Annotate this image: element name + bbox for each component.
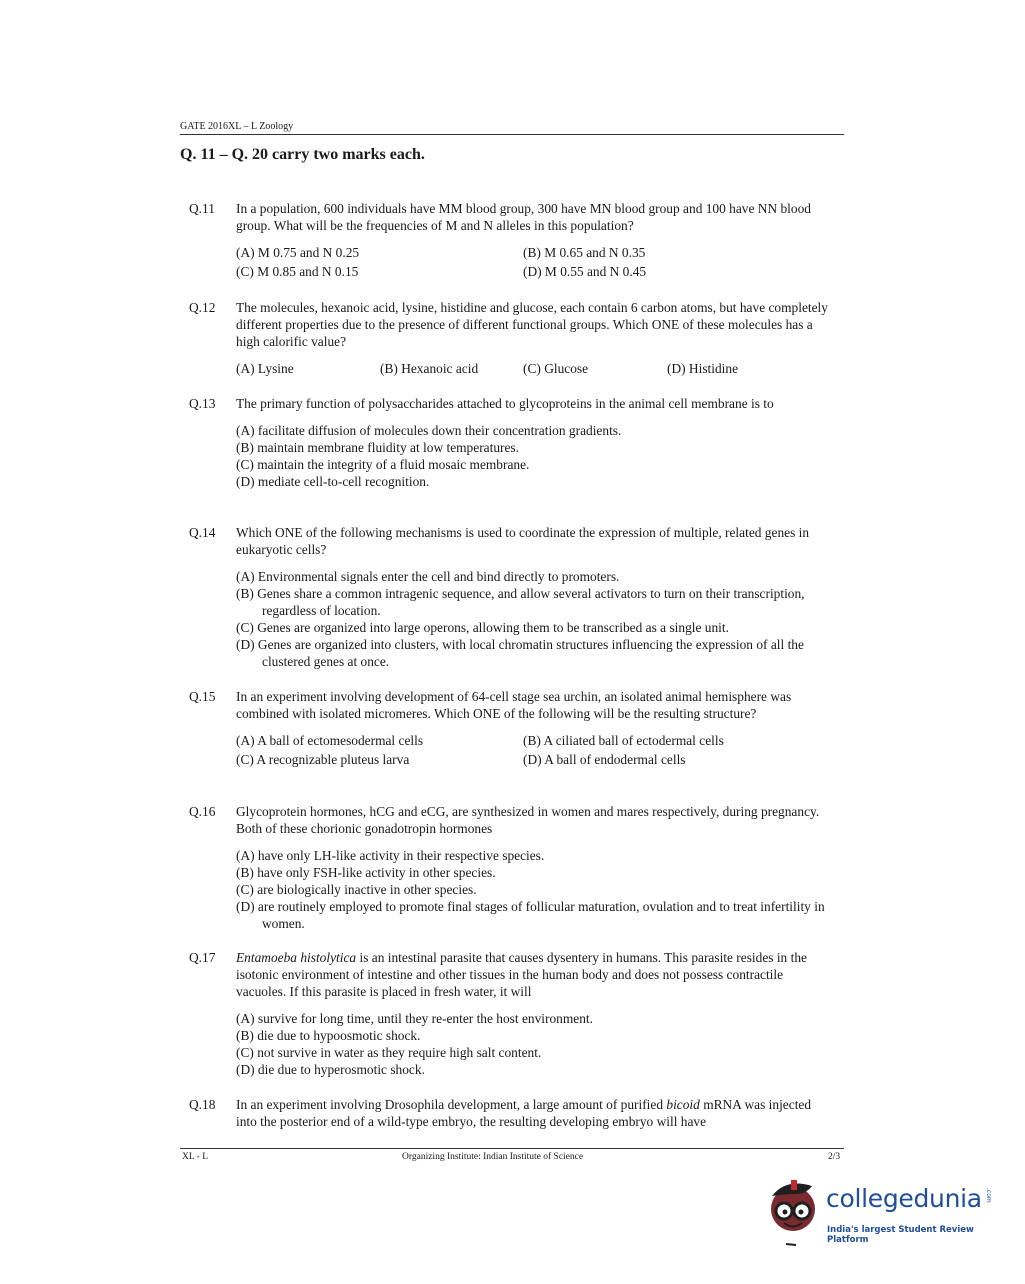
option-b: (B) maintain membrane fluidity at low temperatures. <box>236 440 519 455</box>
option-c: (C) Genes are organized into large operons, allowing them to be transcribed as a single unit. <box>236 620 729 635</box>
header-rule <box>180 134 844 135</box>
brand-domain: .com <box>985 1188 992 1203</box>
question-number: Q.15 <box>189 689 216 704</box>
question-text: Glycoprotein hormones, hCG and eCG, are synthesized in women and mares respectively, during pregnancy. Both of these chorionic gonadotropin hormones <box>236 804 820 836</box>
question-number: Q.17 <box>189 950 216 965</box>
option-a: (A) survive for long time, until they re-enter the host environment. <box>236 1011 593 1026</box>
question-14 <box>189 524 834 670</box>
question-12 <box>189 299 834 377</box>
option-b: (B) Hexanoic acid <box>380 361 479 376</box>
question-13 <box>189 395 834 490</box>
options <box>236 244 834 280</box>
option-c: (C) not survive in water as they require high salt content. <box>236 1045 542 1060</box>
mascot-icon <box>766 1178 828 1250</box>
question-text <box>236 1096 834 1130</box>
option-b: (B) A ciliated ball of ectodermal cells <box>523 733 724 748</box>
footer-page-number: 2/3 <box>828 1152 841 1162</box>
option-d: (D) mediate cell-to-cell recognition. <box>236 474 430 489</box>
option-b: (B) Genes share a common intragenic sequence, and allow several activators to turn on their transcription, regardless of location. <box>236 586 805 618</box>
option-c: (C) maintain the integrity of a fluid mosaic membrane. <box>236 457 530 472</box>
option-d: (D) M 0.55 and N 0.45 <box>523 264 647 279</box>
footer-rule <box>180 1148 844 1149</box>
option-b: (B) M 0.65 and N 0.35 <box>523 245 646 260</box>
brand-tagline: India's largest Student Review Platform <box>827 1225 974 1245</box>
option-b: (B) die due to hypoosmotic shock. <box>236 1028 421 1043</box>
option-c: (C) Glucose <box>523 361 589 376</box>
collegedunia-watermark <box>766 1178 996 1250</box>
option-d: (D) A ball of endodermal cells <box>523 752 686 767</box>
question-17 <box>189 949 834 1078</box>
gene-name: bicoid <box>666 1097 700 1112</box>
option-c: (C) M 0.85 and N 0.15 <box>236 264 359 279</box>
question-text-part: mRNA was injected into the posterior end of a wild-type embryo, the resulting developing embryo will have <box>236 1097 812 1129</box>
question-text <box>236 949 834 1000</box>
option-d: (D) are routinely employed to promote final stages of follicular maturation, ovulation and to treat infertility in women. <box>236 899 825 931</box>
question-number: Q.12 <box>189 300 216 315</box>
option-a: (A) A ball of ectomesodermal cells <box>236 733 424 748</box>
option-a: (A) facilitate diffusion of molecules down their concentration gradients. <box>236 423 622 438</box>
question-11 <box>189 200 834 280</box>
footer-left: XL - L <box>182 1152 209 1162</box>
question-16 <box>189 803 834 932</box>
options <box>236 360 834 377</box>
option-c: (C) are biologically inactive in other species. <box>236 882 477 897</box>
question-15 <box>189 688 834 768</box>
question-number: Q.16 <box>189 804 216 819</box>
question-text-body: is an intestinal parasite that causes dysentery in humans. This parasite resides in the isotonic environment of intestine and other tissues in the human body and does not possess contractile vacuoles. If this parasite is placed in fresh water, it will <box>236 950 807 999</box>
option-d: (D) Histidine <box>667 361 739 376</box>
option-d: (D) die due to hyperosmotic shock. <box>236 1062 425 1077</box>
question-text: In an experiment involving development of 64-cell stage sea urchin, an isolated animal hemisphere was combined with isolated micromeres. Which ONE of the following will be the resulting structure? <box>236 689 792 721</box>
question-number: Q.18 <box>189 1097 216 1112</box>
option-a: (A) Lysine <box>236 361 294 376</box>
footer-center: Organizing Institute: Indian Institute of Science <box>402 1152 584 1162</box>
option-a: (A) M 0.75 and N 0.25 <box>236 245 360 260</box>
page-header: GATE 2016XL – L Zoology <box>180 121 294 132</box>
question-18 <box>189 1096 834 1140</box>
question-text: In a population, 600 individuals have MM blood group, 300 have MN blood group and 100 have NN blood group. What will be the frequencies of M and N alleles in this population? <box>236 201 811 233</box>
option-c: (C) A recognizable pluteus larva <box>236 752 410 767</box>
species-name: Entamoeba histolytica <box>236 950 357 965</box>
options <box>236 732 834 768</box>
question-text: The molecules, hexanoic acid, lysine, histidine and glucose, each contain 6 carbon atoms, but have completely different properties due to the presence of different functional groups. Which ONE of these molecules has a high calorific value? <box>236 300 828 349</box>
section-title: Q. 11 – Q. 20 carry two marks each. <box>180 146 425 163</box>
question-number: Q.13 <box>189 396 216 411</box>
question-text-part: In an experiment involving Drosophila development, a large amount of purified <box>236 1097 667 1112</box>
option-b: (B) have only FSH-like activity in other species. <box>236 865 496 880</box>
question-text: Which ONE of the following mechanisms is used to coordinate the expression of multiple, related genes in eukaryotic cells? <box>236 525 810 557</box>
brand-name: collegedunia <box>826 1184 982 1213</box>
option-a: (A) have only LH-like activity in their respective species. <box>236 848 545 863</box>
question-number: Q.14 <box>189 525 216 540</box>
option-d: (D) Genes are organized into clusters, with local chromatin structures influencing the expression of all the clustered genes at once. <box>236 637 804 669</box>
question-number: Q.11 <box>189 201 215 216</box>
option-a: (A) Environmental signals enter the cell and bind directly to promoters. <box>236 569 620 584</box>
question-text: The primary function of polysaccharides attached to glycoproteins in the animal cell membrane is to <box>236 396 774 411</box>
